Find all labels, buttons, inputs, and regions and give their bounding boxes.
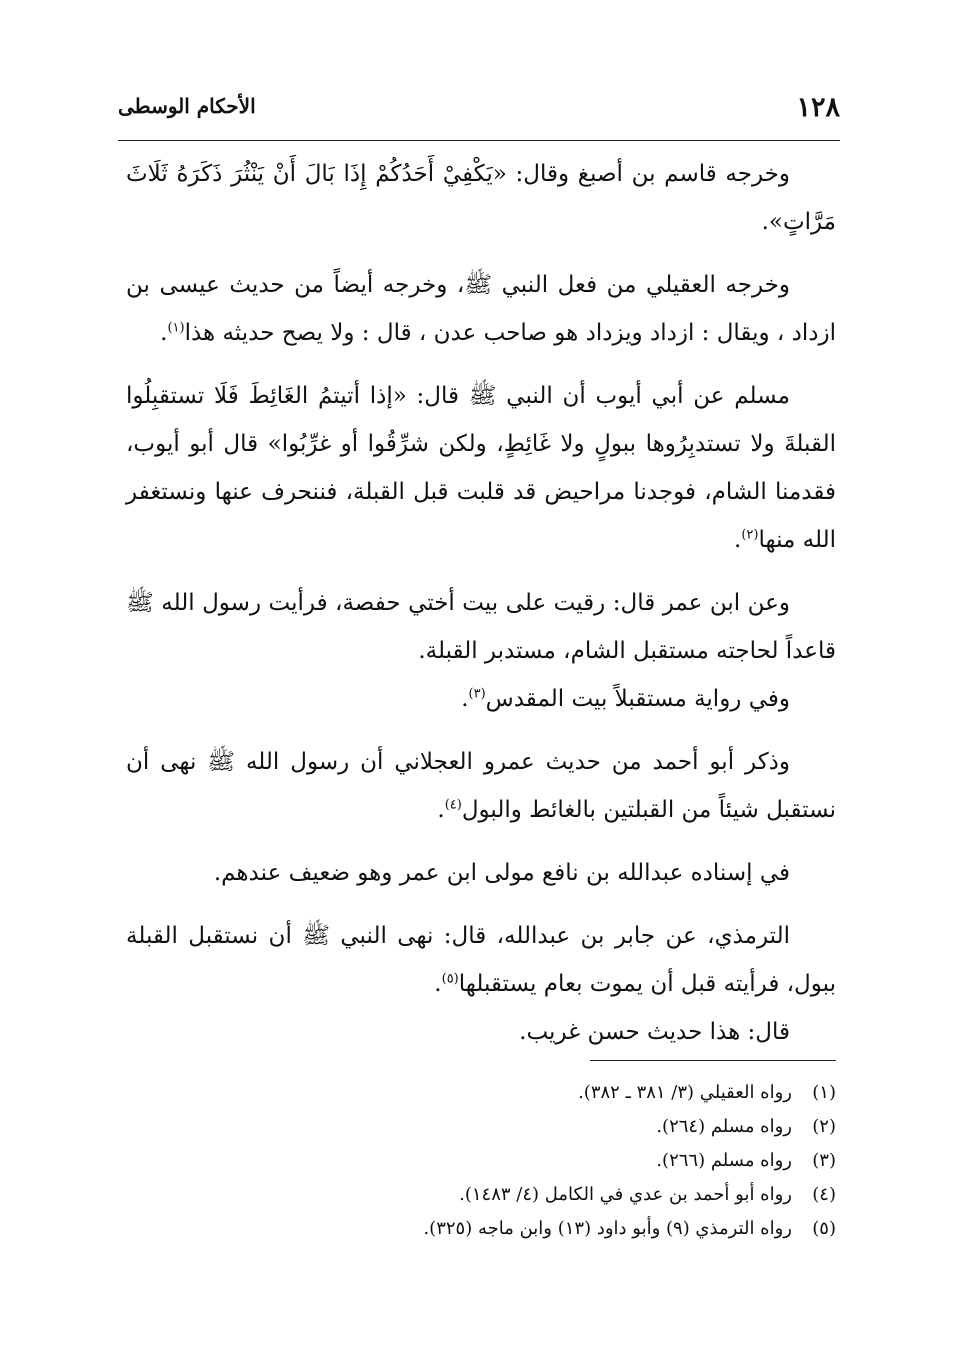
paragraph-text: الترمذي، عن جابر بن عبدالله، قال: نهى النبي ﷺ أن نستقبل القبلة ببول، فرأيته قبل أن يموت بعام يستقبلها <box>126 923 836 997</box>
paragraph <box>126 849 836 897</box>
paragraph: وخرجه العقيلي من فعل النبي ﷺ، وخرجه أيضاً من حديث عيسى بن ازداد ، ويقال : ازداد ويزداد هو صاحب عدن ، قال : ولا يصح حديثه هذا$^{(١)}$. <box>126 272 836 346</box>
paragraph-text: وخرجه العقيلي من فعل النبي ﷺ، وخرجه أيضاً من حديث عيسى بن ازداد ، ويقال : ازداد ويزداد هو صاحب عدن ، قال : ولا يصح حديثه هذا <box>126 272 836 346</box>
footnotes <box>126 1076 836 1246</box>
paragraph: وفي رواية مستقبلاً بيت المقدس$^{(٣)}$. <box>461 686 790 712</box>
header-rule <box>118 140 840 141</box>
footnote-item <box>126 1178 836 1212</box>
paragraph-text: وفي رواية مستقبلاً بيت المقدس <box>485 686 790 712</box>
page-number: ١٢٨ <box>796 92 840 123</box>
footnote-text: رواه أبو أحمد بن عدي في الكامل (٤/ ١٤٨٣). <box>459 1184 792 1205</box>
paragraph-text: في إسناده عبدالله بن نافع مولى ابن عمر وهو ضعيف عندهم. <box>213 860 790 886</box>
footnote-item <box>126 1212 836 1246</box>
footnote-number: (٥) <box>812 1218 836 1239</box>
footnote-item <box>126 1144 836 1178</box>
book-title: الأحكام الوسطى <box>118 94 256 118</box>
footnote-item <box>126 1110 836 1144</box>
footnote-text: رواه مسلم (٢٦٤). <box>656 1116 792 1137</box>
footnote-item <box>126 1076 836 1110</box>
footnote-marker: (٢) <box>741 527 759 543</box>
running-header <box>118 92 840 132</box>
footnote-text: رواه الترمذي (٩) وأبو داود (١٣) وابن ماجه (٣٢٥). <box>423 1218 792 1239</box>
footnote-marker: (١) <box>167 320 185 336</box>
paragraph-text: مسلم عن أبي أيوب أن النبي ﷺ قال: «إذا أتيتمُ الغَائِطَ فَلَا تستقبِلُوا القبلةَ ولا تستدبِرُوها ببولٍ ولا غَائِطٍ، ولكن شرِّقُوا أو غرِّبُوا» قال أبو أيوب، فقدمنا الشام، فوجدنا مراحيض قد قلبت قبل القبلة، فننحرف عنها ونستغفر الله منها <box>126 383 836 553</box>
footnote-number: (٢) <box>812 1116 836 1137</box>
footnote-text: رواه العقيلي (٣/ ٣٨١ ـ ٣٨٢). <box>578 1082 792 1103</box>
paragraph <box>126 1008 836 1056</box>
paragraph <box>126 150 836 246</box>
paragraph <box>126 579 836 675</box>
paragraph: مسلم عن أبي أيوب أن النبي ﷺ قال: «إذا أتيتمُ الغَائِطَ فَلَا تستقبِلُوا القبلةَ ولا تستدبِرُوها ببولٍ ولا غَائِطٍ، ولكن شرِّقُوا أو غرِّبُوا» قال أبو أيوب، فقدمنا الشام، فوجدنا مراحيض قد قلبت قبل القبلة، فننحرف عنها ونستغفر الله منها$^{(٢)}$. <box>126 383 836 553</box>
paragraph: وذكر أبو أحمد من حديث عمرو العجلاني أن رسول الله ﷺ نهى أن نستقبل شيئاً من القبلتين بالغائط والبول$^{(٤)}$. <box>126 749 836 823</box>
footnote-number: (١) <box>812 1082 836 1103</box>
footnote-marker: (٣) <box>468 686 486 702</box>
paragraph-text: وخرجه قاسم بن أصبغ وقال: «يَكْفِيْ أَحَدُكُمْ إِذَا بَالَ أَنْ يَنْثُرَ ذَكَرَهُ ثَلَاثَ مَرَّاتٍ». <box>126 161 836 235</box>
footnote-number: (٤) <box>812 1184 836 1205</box>
footnote-number: (٣) <box>812 1150 836 1171</box>
paragraph-text: وعن ابن عمر قال: رقيت على بيت أختي حفصة، فرأيت رسول الله ﷺ قاعداً لحاجته مستقبل الشام، مستدبر القبلة. <box>126 590 836 664</box>
footnote-rule <box>590 1060 836 1061</box>
main-text <box>126 150 836 1071</box>
footnote-marker: (٤) <box>444 797 462 813</box>
footnote-text: رواه مسلم (٢٦٦). <box>656 1150 792 1171</box>
footnote-marker: (٥) <box>441 971 459 987</box>
paragraph-text: وذكر أبو أحمد من حديث عمرو العجلاني أن رسول الله ﷺ نهى أن نستقبل شيئاً من القبلتين بالغائط والبول <box>126 749 836 823</box>
paragraph-text: قال: هذا حديث حسن غريب. <box>519 1019 790 1045</box>
paragraph: الترمذي، عن جابر بن عبدالله، قال: نهى النبي ﷺ أن نستقبل القبلة ببول، فرأيته قبل أن يموت بعام يستقبلها$^{(٥)}$. <box>126 923 836 997</box>
